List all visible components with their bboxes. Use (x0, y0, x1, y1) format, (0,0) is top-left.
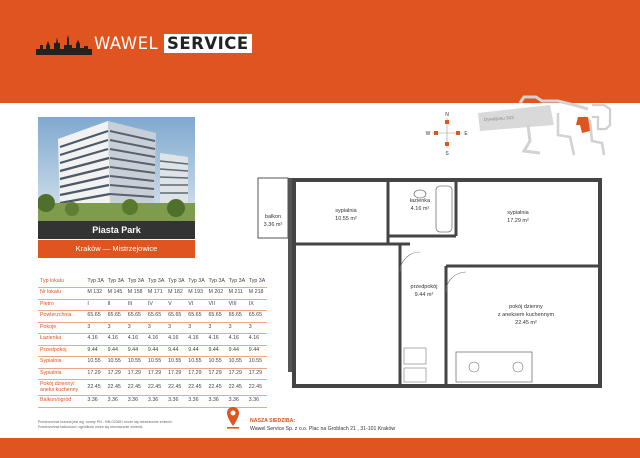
cell: 4.16 (206, 334, 226, 346)
table-row (38, 276, 267, 288)
cell: 22.45 (227, 380, 247, 396)
cell: VIII (227, 299, 247, 311)
footnote-line-2: Powierzchnia balkonów i ogródków może się nieznacznie zmienić. (38, 425, 144, 429)
cell: 3 (186, 322, 206, 334)
cell: 3 (146, 322, 166, 334)
room-name-bedroom-2: sypialnia (507, 210, 529, 216)
cell: 65.65 (247, 311, 267, 323)
cell: II (106, 299, 126, 311)
cell: M 193 (186, 288, 206, 300)
cell: V (166, 299, 186, 311)
row-label: Nr lokalu (38, 288, 85, 300)
building-photo (38, 117, 195, 221)
cell: 65.65 (85, 311, 105, 323)
cell: 10.55 (227, 357, 247, 369)
row-label: Sypialnia (38, 357, 85, 369)
room-name-living-room: pokój dzienny (509, 304, 543, 310)
cell: 3.36 (106, 396, 126, 408)
room-area-bathroom: 4.16 m² (410, 206, 430, 212)
cell: 22.45 (146, 380, 166, 396)
cell: 65.65 (227, 311, 247, 323)
cell: M 132 (85, 288, 105, 300)
cell: 17.29 (166, 368, 186, 380)
cell: 10.55 (106, 357, 126, 369)
header-band (0, 0, 640, 103)
cell: 4.16 (106, 334, 126, 346)
room-area-living-room: 22.45 m² (515, 320, 537, 326)
cell: Typ 3A (206, 276, 226, 288)
room-name-living-room-2: z aneksem kuchennym (497, 312, 555, 318)
row-label: Piętro (38, 299, 85, 311)
cell: 3 (247, 322, 267, 334)
cell: 17.29 (126, 368, 146, 380)
cell: 3.36 (85, 396, 105, 408)
cell: M 182 (166, 288, 186, 300)
cell: 22.45 (206, 380, 226, 396)
cell: Typ 3A (227, 276, 247, 288)
cell: 3 (126, 322, 146, 334)
cell: 17.29 (186, 368, 206, 380)
cell: 10.55 (146, 357, 166, 369)
cell: 4.16 (247, 334, 267, 346)
row-label: Łazienka (38, 334, 85, 346)
cell: 65.65 (206, 311, 226, 323)
room-name-balkon: balkon (264, 214, 282, 220)
cell: 9.44 (106, 345, 126, 357)
table-row (38, 334, 267, 346)
cell: IX (247, 299, 267, 311)
cell: I (85, 299, 105, 311)
cell: 10.55 (186, 357, 206, 369)
location-pin-icon (226, 406, 240, 430)
cell: 3.36 (146, 396, 166, 408)
cell: 17.29 (247, 368, 267, 380)
cell: 9.44 (247, 345, 267, 357)
floor-plan (250, 172, 610, 400)
cell: 3.36 (206, 396, 226, 408)
hq-address: Wawel Service Sp. z o.o. Plac na Groblach 21 , 31-101 Kraków (250, 425, 396, 432)
cell: 17.29 (146, 368, 166, 380)
cell: 10.55 (166, 357, 186, 369)
room-area-balkon: 3.36 m² (263, 222, 283, 228)
site-location-map (478, 95, 618, 157)
cell: M 171 (146, 288, 166, 300)
cell: VI (186, 299, 206, 311)
row-label: Powierzchnia (38, 311, 85, 323)
cell: 3 (227, 322, 247, 334)
street-label: Dywizjonu 303 (483, 114, 514, 122)
cell: 65.65 (166, 311, 186, 323)
table-row (38, 288, 267, 300)
cell: 9.44 (186, 345, 206, 357)
cell: 65.65 (186, 311, 206, 323)
cell: 4.16 (186, 334, 206, 346)
cell: 3 (85, 322, 105, 334)
cell: 22.45 (186, 380, 206, 396)
brand-name-bold: SERVICE (164, 34, 252, 53)
cell: III (126, 299, 146, 311)
compass-s: S (445, 151, 449, 157)
cell: Typ 3A (106, 276, 126, 288)
cell: 17.29 (227, 368, 247, 380)
cell: 3.36 (227, 396, 247, 408)
cell: 22.45 (126, 380, 146, 396)
cell: 4.16 (166, 334, 186, 346)
cell: 22.45 (247, 380, 267, 396)
brand-name (94, 34, 252, 54)
cell: 9.44 (206, 345, 226, 357)
compass-w: W (425, 131, 431, 137)
cell: 9.44 (85, 345, 105, 357)
table-row (38, 345, 267, 357)
cell: 3.36 (126, 396, 146, 408)
cell: Typ 3A (146, 276, 166, 288)
brand-logo[interactable] (36, 33, 249, 55)
row-label: Sypialnia (38, 368, 85, 380)
footer-band (0, 438, 640, 458)
room-area-bedroom-2: 17.29 m² (507, 218, 529, 224)
cell: Typ 3A (166, 276, 186, 288)
cell: 3 (206, 322, 226, 334)
wawel-castle-skyline-icon (36, 33, 92, 55)
cell: 9.44 (227, 345, 247, 357)
cell: M 158 (126, 288, 146, 300)
cell: 4.16 (126, 334, 146, 346)
area-footnote (38, 420, 213, 430)
cell: M 145 (106, 288, 126, 300)
cell: 3 (166, 322, 186, 334)
cell: Typ 3A (126, 276, 146, 288)
cell: 10.55 (85, 357, 105, 369)
footnote-line-1: Powierzchnia liczona jest wg. normy PN - 9/B-02365 i może się nieznacznie zmienić. (38, 420, 173, 424)
compass-n: N (445, 112, 449, 118)
room-name-hallway: przedpokój (410, 284, 438, 290)
cell: 65.65 (106, 311, 126, 323)
cell: 17.29 (106, 368, 126, 380)
cell: 10.55 (206, 357, 226, 369)
cell: 9.44 (146, 345, 166, 357)
room-area-hallway: 9.44 m² (414, 292, 434, 298)
cell: 10.55 (126, 357, 146, 369)
cell: 3.36 (186, 396, 206, 408)
table-row (38, 322, 267, 334)
cell: M 202 (206, 288, 226, 300)
hq-heading: NASZA SIEDZIBA: (250, 418, 296, 424)
cell: Typ 3A (186, 276, 206, 288)
row-label: Pokój dzienny/ aneks kuchenny (38, 380, 85, 396)
cell: 65.65 (146, 311, 166, 323)
cell: 22.45 (85, 380, 105, 396)
table-row (38, 380, 267, 396)
cell: 3.36 (166, 396, 186, 408)
brand-name-light: WAWEL (94, 34, 159, 53)
cell: 10.55 (247, 357, 267, 369)
room-name-bathroom: łazienka (409, 198, 431, 204)
cell: 22.45 (166, 380, 186, 396)
cell: Typ 3A (247, 276, 267, 288)
row-label: Typ lokalu (38, 276, 85, 288)
cell: 9.44 (166, 345, 186, 357)
row-label: Przedpokój (38, 345, 85, 357)
cell: Typ 3A (85, 276, 105, 288)
headquarters-info (250, 418, 395, 433)
project-name: Piasta Park (38, 221, 195, 239)
cell: 65.65 (126, 311, 146, 323)
table-row (38, 299, 267, 311)
table-row (38, 368, 267, 380)
cell: 17.29 (206, 368, 226, 380)
cell: 4.16 (85, 334, 105, 346)
cell: 9.44 (126, 345, 146, 357)
cell: VII (206, 299, 226, 311)
cell: 17.29 (85, 368, 105, 380)
row-label: Pokoje (38, 322, 85, 334)
cell: 4.16 (227, 334, 247, 346)
compass-e: E (464, 131, 468, 137)
cell: 22.45 (106, 380, 126, 396)
table-row (38, 311, 267, 323)
row-label: Balkon/ogród (38, 396, 85, 408)
room-name-bedroom-1: sypialnia (335, 208, 357, 214)
cell: 3 (106, 322, 126, 334)
project-location: Kraków — Mistrzejowice (38, 240, 195, 258)
spec-table (38, 276, 267, 408)
cell: M 211 (227, 288, 247, 300)
room-area-bedroom-1: 10.55 m² (335, 216, 357, 222)
cell: 3.36 (247, 396, 267, 408)
cell: M 218 (247, 288, 267, 300)
table-row (38, 357, 267, 369)
cell: 4.16 (146, 334, 166, 346)
compass-rose-icon (422, 108, 472, 158)
cell: IV (146, 299, 166, 311)
